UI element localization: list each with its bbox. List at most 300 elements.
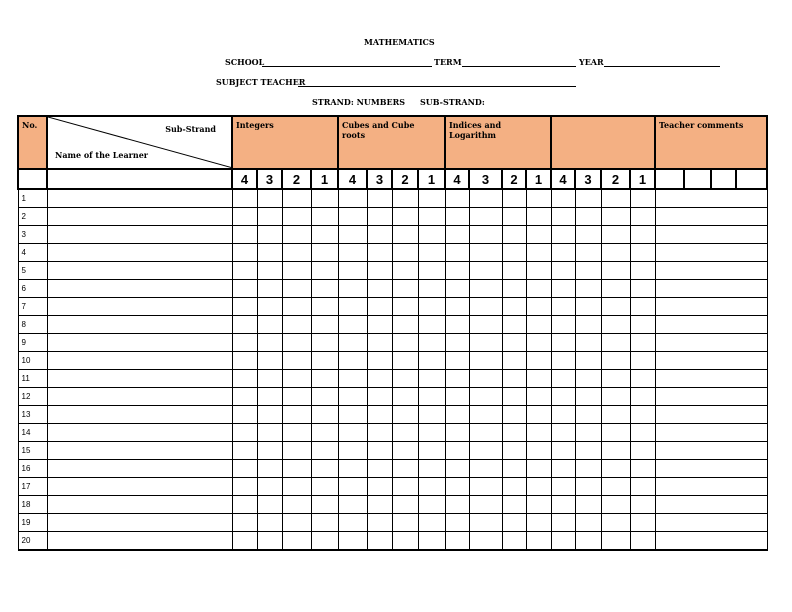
score-cell[interactable]	[575, 388, 601, 406]
learner-name-cell[interactable]	[47, 388, 232, 406]
score-cell[interactable]	[367, 280, 392, 298]
learner-name-cell[interactable]	[47, 189, 232, 208]
score-cell[interactable]	[282, 280, 311, 298]
score-cell[interactable]	[257, 352, 282, 370]
score-cell[interactable]	[551, 298, 575, 316]
score-cell[interactable]	[502, 298, 526, 316]
score-cell[interactable]	[367, 352, 392, 370]
score-cell[interactable]	[338, 208, 367, 226]
score-cell[interactable]	[338, 298, 367, 316]
score-cell[interactable]	[338, 262, 367, 280]
score-cell[interactable]	[575, 334, 601, 352]
learner-name-cell[interactable]	[47, 424, 232, 442]
score-cell[interactable]	[418, 208, 445, 226]
score-cell[interactable]	[232, 370, 257, 388]
score-cell[interactable]	[392, 352, 418, 370]
score-cell[interactable]	[232, 442, 257, 460]
score-cell[interactable]	[282, 208, 311, 226]
score-cell[interactable]	[311, 478, 338, 496]
score-cell[interactable]	[392, 478, 418, 496]
score-cell[interactable]	[630, 189, 655, 208]
score-cell[interactable]	[311, 532, 338, 551]
comment-cell[interactable]	[711, 169, 736, 189]
teacher-comment-cell[interactable]	[655, 424, 767, 442]
score-cell[interactable]	[551, 262, 575, 280]
score-cell[interactable]	[311, 388, 338, 406]
score-cell[interactable]	[502, 334, 526, 352]
score-cell[interactable]	[392, 406, 418, 424]
score-cell[interactable]	[526, 406, 551, 424]
comment-cell[interactable]	[655, 169, 684, 189]
score-cell[interactable]	[575, 406, 601, 424]
score-cell[interactable]	[232, 388, 257, 406]
score-cell[interactable]	[551, 478, 575, 496]
score-cell[interactable]	[469, 514, 502, 532]
score-cell[interactable]	[257, 298, 282, 316]
teacher-comment-cell[interactable]	[655, 208, 767, 226]
score-cell[interactable]	[575, 208, 601, 226]
score-cell[interactable]	[232, 352, 257, 370]
score-cell[interactable]	[502, 208, 526, 226]
score-cell[interactable]	[445, 496, 469, 514]
score-cell[interactable]	[551, 226, 575, 244]
learner-name-cell[interactable]	[47, 514, 232, 532]
score-cell[interactable]	[418, 262, 445, 280]
score-cell[interactable]	[282, 298, 311, 316]
score-cell[interactable]	[551, 316, 575, 334]
score-cell[interactable]	[257, 532, 282, 551]
year-field[interactable]	[604, 66, 720, 67]
score-cell[interactable]	[445, 280, 469, 298]
score-cell[interactable]	[630, 424, 655, 442]
score-cell[interactable]	[630, 442, 655, 460]
score-cell[interactable]	[445, 532, 469, 551]
score-cell[interactable]	[392, 370, 418, 388]
score-cell[interactable]	[601, 496, 630, 514]
learner-name-cell[interactable]	[47, 298, 232, 316]
score-cell[interactable]	[311, 424, 338, 442]
score-cell[interactable]	[392, 532, 418, 551]
score-cell[interactable]	[469, 208, 502, 226]
score-cell[interactable]	[257, 208, 282, 226]
score-cell[interactable]	[526, 442, 551, 460]
score-cell[interactable]	[232, 280, 257, 298]
score-cell[interactable]	[551, 532, 575, 551]
learner-name-cell[interactable]	[47, 460, 232, 478]
score-cell[interactable]	[338, 532, 367, 551]
score-cell[interactable]	[257, 496, 282, 514]
score-cell[interactable]	[367, 334, 392, 352]
score-cell[interactable]	[311, 262, 338, 280]
score-cell[interactable]	[469, 496, 502, 514]
score-cell[interactable]	[257, 388, 282, 406]
teacher-comment-cell[interactable]	[655, 316, 767, 334]
score-cell[interactable]	[418, 334, 445, 352]
score-cell[interactable]	[630, 226, 655, 244]
teacher-comment-cell[interactable]	[655, 262, 767, 280]
score-cell[interactable]	[232, 532, 257, 551]
score-cell[interactable]	[601, 442, 630, 460]
learner-name-cell[interactable]	[47, 280, 232, 298]
learner-name-cell[interactable]	[47, 442, 232, 460]
score-cell[interactable]	[257, 442, 282, 460]
score-cell[interactable]	[418, 514, 445, 532]
score-cell[interactable]	[601, 226, 630, 244]
score-cell[interactable]	[575, 352, 601, 370]
score-cell[interactable]	[469, 478, 502, 496]
score-cell[interactable]	[367, 478, 392, 496]
score-cell[interactable]	[630, 244, 655, 262]
term-field[interactable]	[462, 66, 576, 67]
score-cell[interactable]	[575, 316, 601, 334]
score-cell[interactable]	[551, 424, 575, 442]
score-cell[interactable]	[392, 424, 418, 442]
score-cell[interactable]	[630, 460, 655, 478]
score-cell[interactable]	[392, 208, 418, 226]
score-cell[interactable]	[418, 478, 445, 496]
score-cell[interactable]	[630, 208, 655, 226]
score-cell[interactable]	[338, 460, 367, 478]
score-cell[interactable]	[392, 460, 418, 478]
score-cell[interactable]	[282, 226, 311, 244]
score-cell[interactable]	[469, 388, 502, 406]
teacher-comment-cell[interactable]	[655, 496, 767, 514]
score-cell[interactable]	[502, 478, 526, 496]
score-cell[interactable]	[418, 370, 445, 388]
score-cell[interactable]	[311, 280, 338, 298]
score-cell[interactable]	[575, 298, 601, 316]
score-cell[interactable]	[526, 424, 551, 442]
score-cell[interactable]	[257, 189, 282, 208]
score-cell[interactable]	[601, 316, 630, 334]
score-cell[interactable]	[469, 352, 502, 370]
score-cell[interactable]	[311, 460, 338, 478]
score-cell[interactable]	[311, 316, 338, 334]
score-cell[interactable]	[469, 189, 502, 208]
score-cell[interactable]	[311, 244, 338, 262]
score-cell[interactable]	[575, 226, 601, 244]
score-cell[interactable]	[311, 208, 338, 226]
learner-name-cell[interactable]	[47, 478, 232, 496]
score-cell[interactable]	[367, 442, 392, 460]
score-cell[interactable]	[575, 442, 601, 460]
score-cell[interactable]	[282, 352, 311, 370]
score-cell[interactable]	[526, 298, 551, 316]
teacher-comment-cell[interactable]	[655, 532, 767, 551]
score-cell[interactable]	[526, 244, 551, 262]
score-cell[interactable]	[445, 460, 469, 478]
score-cell[interactable]	[338, 478, 367, 496]
score-cell[interactable]	[526, 316, 551, 334]
score-cell[interactable]	[601, 388, 630, 406]
score-cell[interactable]	[551, 280, 575, 298]
score-cell[interactable]	[338, 244, 367, 262]
score-cell[interactable]	[526, 189, 551, 208]
score-cell[interactable]	[367, 262, 392, 280]
score-cell[interactable]	[469, 442, 502, 460]
score-cell[interactable]	[445, 316, 469, 334]
score-cell[interactable]	[630, 334, 655, 352]
score-cell[interactable]	[418, 189, 445, 208]
teacher-comment-cell[interactable]	[655, 478, 767, 496]
teacher-comment-cell[interactable]	[655, 226, 767, 244]
score-cell[interactable]	[392, 280, 418, 298]
score-cell[interactable]	[257, 514, 282, 532]
score-cell[interactable]	[338, 189, 367, 208]
score-cell[interactable]	[257, 406, 282, 424]
score-cell[interactable]	[257, 478, 282, 496]
score-cell[interactable]	[526, 496, 551, 514]
score-cell[interactable]	[282, 532, 311, 551]
score-cell[interactable]	[469, 532, 502, 551]
score-cell[interactable]	[469, 280, 502, 298]
score-cell[interactable]	[469, 226, 502, 244]
score-cell[interactable]	[282, 370, 311, 388]
score-cell[interactable]	[257, 280, 282, 298]
score-cell[interactable]	[367, 424, 392, 442]
score-cell[interactable]	[469, 424, 502, 442]
score-cell[interactable]	[392, 514, 418, 532]
score-cell[interactable]	[232, 334, 257, 352]
score-cell[interactable]	[418, 316, 445, 334]
score-cell[interactable]	[575, 532, 601, 551]
score-cell[interactable]	[502, 370, 526, 388]
score-cell[interactable]	[338, 334, 367, 352]
score-cell[interactable]	[630, 478, 655, 496]
score-cell[interactable]	[601, 189, 630, 208]
score-cell[interactable]	[257, 316, 282, 334]
score-cell[interactable]	[551, 370, 575, 388]
score-cell[interactable]	[630, 496, 655, 514]
score-cell[interactable]	[630, 298, 655, 316]
score-cell[interactable]	[502, 442, 526, 460]
score-cell[interactable]	[257, 460, 282, 478]
score-cell[interactable]	[469, 370, 502, 388]
score-cell[interactable]	[575, 478, 601, 496]
learner-name-cell[interactable]	[47, 262, 232, 280]
score-cell[interactable]	[551, 442, 575, 460]
score-cell[interactable]	[445, 370, 469, 388]
score-cell[interactable]	[311, 189, 338, 208]
score-cell[interactable]	[311, 406, 338, 424]
score-cell[interactable]	[502, 262, 526, 280]
score-cell[interactable]	[282, 478, 311, 496]
score-cell[interactable]	[601, 478, 630, 496]
score-cell[interactable]	[601, 424, 630, 442]
score-cell[interactable]	[469, 316, 502, 334]
score-cell[interactable]	[445, 262, 469, 280]
score-cell[interactable]	[551, 189, 575, 208]
teacher-comment-cell[interactable]	[655, 280, 767, 298]
score-cell[interactable]	[601, 334, 630, 352]
score-cell[interactable]	[392, 496, 418, 514]
score-cell[interactable]	[392, 262, 418, 280]
score-cell[interactable]	[630, 280, 655, 298]
score-cell[interactable]	[367, 208, 392, 226]
score-cell[interactable]	[418, 244, 445, 262]
score-cell[interactable]	[445, 514, 469, 532]
score-cell[interactable]	[282, 496, 311, 514]
score-cell[interactable]	[445, 352, 469, 370]
score-cell[interactable]	[575, 514, 601, 532]
score-cell[interactable]	[367, 460, 392, 478]
score-cell[interactable]	[367, 244, 392, 262]
learner-name-cell[interactable]	[47, 370, 232, 388]
score-cell[interactable]	[445, 406, 469, 424]
score-cell[interactable]	[392, 442, 418, 460]
score-cell[interactable]	[445, 226, 469, 244]
score-cell[interactable]	[418, 442, 445, 460]
learner-name-cell[interactable]	[47, 496, 232, 514]
teacher-comment-cell[interactable]	[655, 352, 767, 370]
score-cell[interactable]	[232, 478, 257, 496]
score-cell[interactable]	[575, 262, 601, 280]
learner-name-cell[interactable]	[47, 244, 232, 262]
score-cell[interactable]	[232, 298, 257, 316]
teacher-comment-cell[interactable]	[655, 298, 767, 316]
score-cell[interactable]	[232, 496, 257, 514]
score-cell[interactable]	[367, 532, 392, 551]
score-cell[interactable]	[282, 460, 311, 478]
score-cell[interactable]	[392, 298, 418, 316]
score-cell[interactable]	[551, 334, 575, 352]
score-cell[interactable]	[526, 352, 551, 370]
score-cell[interactable]	[232, 424, 257, 442]
score-cell[interactable]	[630, 262, 655, 280]
score-cell[interactable]	[601, 298, 630, 316]
score-cell[interactable]	[575, 424, 601, 442]
score-cell[interactable]	[367, 370, 392, 388]
score-cell[interactable]	[338, 496, 367, 514]
score-cell[interactable]	[601, 460, 630, 478]
score-cell[interactable]	[502, 189, 526, 208]
score-cell[interactable]	[338, 226, 367, 244]
score-cell[interactable]	[418, 406, 445, 424]
score-cell[interactable]	[526, 280, 551, 298]
score-cell[interactable]	[601, 208, 630, 226]
score-cell[interactable]	[282, 442, 311, 460]
score-cell[interactable]	[257, 262, 282, 280]
score-cell[interactable]	[338, 442, 367, 460]
score-cell[interactable]	[418, 496, 445, 514]
score-cell[interactable]	[338, 370, 367, 388]
comment-cell[interactable]	[736, 169, 767, 189]
score-cell[interactable]	[630, 514, 655, 532]
score-cell[interactable]	[392, 388, 418, 406]
score-cell[interactable]	[338, 406, 367, 424]
score-cell[interactable]	[282, 334, 311, 352]
score-cell[interactable]	[445, 298, 469, 316]
score-cell[interactable]	[575, 189, 601, 208]
score-cell[interactable]	[311, 514, 338, 532]
score-cell[interactable]	[469, 334, 502, 352]
score-cell[interactable]	[630, 352, 655, 370]
score-cell[interactable]	[367, 316, 392, 334]
score-cell[interactable]	[282, 262, 311, 280]
score-cell[interactable]	[601, 514, 630, 532]
score-cell[interactable]	[367, 406, 392, 424]
teacher-comment-cell[interactable]	[655, 334, 767, 352]
score-cell[interactable]	[502, 280, 526, 298]
score-cell[interactable]	[469, 406, 502, 424]
learner-name-cell[interactable]	[47, 406, 232, 424]
score-cell[interactable]	[551, 460, 575, 478]
score-cell[interactable]	[502, 316, 526, 334]
score-cell[interactable]	[630, 406, 655, 424]
score-cell[interactable]	[257, 370, 282, 388]
score-cell[interactable]	[392, 316, 418, 334]
score-cell[interactable]	[367, 226, 392, 244]
score-cell[interactable]	[502, 244, 526, 262]
score-cell[interactable]	[575, 496, 601, 514]
score-cell[interactable]	[232, 406, 257, 424]
score-cell[interactable]	[526, 460, 551, 478]
teacher-comment-cell[interactable]	[655, 189, 767, 208]
score-cell[interactable]	[502, 460, 526, 478]
score-cell[interactable]	[257, 424, 282, 442]
score-cell[interactable]	[367, 388, 392, 406]
score-cell[interactable]	[367, 496, 392, 514]
score-cell[interactable]	[630, 316, 655, 334]
subject-teacher-field[interactable]	[298, 86, 576, 87]
teacher-comment-cell[interactable]	[655, 514, 767, 532]
score-cell[interactable]	[601, 244, 630, 262]
score-cell[interactable]	[311, 352, 338, 370]
score-cell[interactable]	[601, 280, 630, 298]
score-cell[interactable]	[338, 388, 367, 406]
score-cell[interactable]	[311, 496, 338, 514]
score-cell[interactable]	[232, 514, 257, 532]
score-cell[interactable]	[311, 298, 338, 316]
learner-name-cell[interactable]	[47, 316, 232, 334]
score-cell[interactable]	[232, 189, 257, 208]
score-cell[interactable]	[418, 298, 445, 316]
teacher-comment-cell[interactable]	[655, 442, 767, 460]
score-cell[interactable]	[418, 352, 445, 370]
score-cell[interactable]	[551, 514, 575, 532]
school-field[interactable]	[262, 66, 432, 67]
score-cell[interactable]	[469, 244, 502, 262]
score-cell[interactable]	[392, 244, 418, 262]
learner-name-cell[interactable]	[47, 208, 232, 226]
score-cell[interactable]	[526, 532, 551, 551]
score-cell[interactable]	[445, 189, 469, 208]
score-cell[interactable]	[502, 532, 526, 551]
score-cell[interactable]	[502, 424, 526, 442]
score-cell[interactable]	[418, 280, 445, 298]
score-cell[interactable]	[367, 298, 392, 316]
score-cell[interactable]	[551, 388, 575, 406]
teacher-comment-cell[interactable]	[655, 460, 767, 478]
score-cell[interactable]	[630, 370, 655, 388]
score-cell[interactable]	[257, 244, 282, 262]
score-cell[interactable]	[575, 280, 601, 298]
score-cell[interactable]	[232, 262, 257, 280]
score-cell[interactable]	[445, 208, 469, 226]
score-cell[interactable]	[526, 478, 551, 496]
score-cell[interactable]	[469, 298, 502, 316]
score-cell[interactable]	[551, 352, 575, 370]
comment-cell[interactable]	[684, 169, 711, 189]
score-cell[interactable]	[367, 189, 392, 208]
score-cell[interactable]	[502, 514, 526, 532]
score-cell[interactable]	[526, 370, 551, 388]
score-cell[interactable]	[338, 280, 367, 298]
score-cell[interactable]	[232, 316, 257, 334]
score-cell[interactable]	[282, 514, 311, 532]
score-cell[interactable]	[575, 370, 601, 388]
score-cell[interactable]	[445, 334, 469, 352]
